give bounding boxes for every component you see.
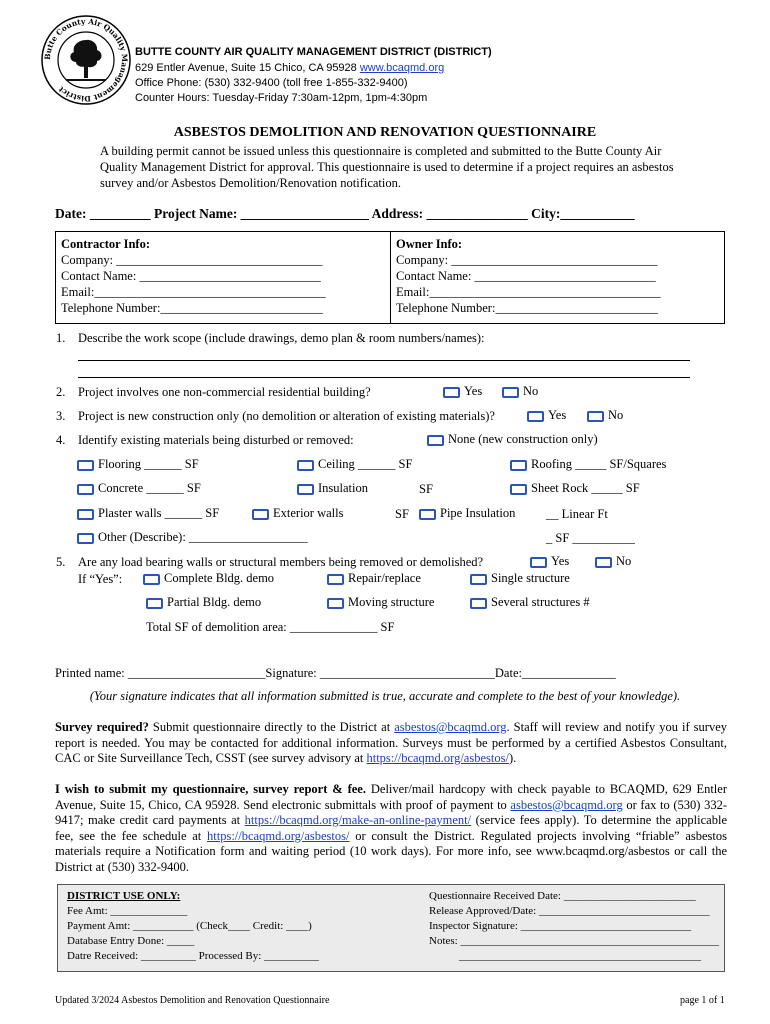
partial-demo-option[interactable]: Partial Bldg. demo	[146, 595, 261, 610]
exterior-walls-option[interactable]: Exterior walls	[252, 506, 343, 521]
questionnaire-received-field[interactable]: Questionnaire Received Date: ________________________	[429, 890, 696, 902]
owner-heading: Owner Info:	[396, 237, 463, 251]
q2-yes-option[interactable]: Yes	[443, 384, 482, 399]
district-use-right	[429, 889, 719, 964]
survey-email-link[interactable]: asbestos@bcaqmd.org	[394, 720, 507, 734]
roofing-option[interactable]: Roofing _____ SF/Squares	[510, 457, 666, 472]
q5-number: 5.	[56, 555, 66, 569]
fee-amt-field[interactable]: Fee Amt: ______________	[67, 905, 188, 917]
contractor-email-field[interactable]: Email:_____________________________________	[61, 285, 326, 299]
q2-number: 2.	[56, 385, 66, 399]
submit-heading: I wish to submit my questionnaire, survey report & fee.	[55, 782, 366, 796]
linear-ft-field[interactable]: __ Linear Ft	[546, 507, 608, 521]
box-divider	[390, 231, 391, 324]
checkbox-icon[interactable]	[77, 460, 94, 471]
q5-if-yes-label: If “Yes”:	[78, 572, 123, 586]
org-name: BUTTE COUNTY AIR QUALITY MANAGEMENT DISTRICT (DISTRICT)	[135, 46, 492, 58]
q5-no-option[interactable]: No	[595, 554, 631, 569]
survey-heading: Survey required?	[55, 720, 149, 734]
notes-field[interactable]: Notes: _______________________________________________	[429, 935, 719, 947]
submit-email-link[interactable]: asbestos@bcaqmd.org	[510, 797, 623, 812]
checkbox-icon[interactable]	[146, 598, 163, 609]
q1-line-2[interactable]	[78, 377, 690, 378]
q4-text: Identify existing materials being disturbed or removed:	[78, 433, 354, 447]
database-entry-field[interactable]: Database Entry Done: _____	[67, 935, 195, 947]
intro-paragraph: A building permit cannot be issued unless this questionnaire is completed and submitted to the Butte County Air Quality Management District for approval. This questionnaire is used to determine if a project requires an asbestos survey and/or Asbestos Demolition/Renovation notification.	[100, 144, 674, 190]
project-info-line[interactable]: Date: _________ Project Name: ___________________ Address: _______________ City:___________	[55, 206, 635, 221]
q4-number: 4.	[56, 433, 66, 447]
pipe-insulation-option[interactable]: Pipe Insulation	[419, 506, 515, 521]
q1-line-1[interactable]	[78, 360, 690, 361]
page-title: ASBESTOS DEMOLITION AND RENOVATION QUESTIONNAIRE	[173, 125, 597, 140]
checkbox-icon[interactable]	[143, 574, 160, 585]
moving-structure-option[interactable]: Moving structure	[327, 595, 434, 610]
org-phone: Office Phone: (530) 332-9400 (toll free 1-855-332-9400)	[135, 77, 408, 89]
checkbox-icon[interactable]	[419, 509, 436, 520]
payment-amt-field[interactable]: Payment Amt: ___________ (Check____ Credit: ____)	[67, 920, 312, 932]
q5-text: Are any load bearing walls or structural members being removed or demolished?	[78, 555, 484, 569]
contractor-heading: Contractor Info:	[61, 237, 150, 251]
owner-email-field[interactable]: Email:_____________________________________	[396, 285, 661, 299]
insulation-sf: SF	[419, 482, 433, 496]
q4-none-option[interactable]: None (new construction only)	[427, 432, 598, 447]
checkbox-icon[interactable]	[252, 509, 269, 520]
fee-schedule-link[interactable]: https://bcaqmd.org/asbestos/	[207, 828, 350, 843]
district-use-heading: DISTRICT USE ONLY:	[67, 890, 181, 902]
checkbox-icon[interactable]	[470, 574, 487, 585]
checkbox-icon[interactable]	[327, 598, 344, 609]
signature-note: (Your signature indicates that all information submitted is true, accurate and complete to the best of your knowledge).	[89, 689, 681, 703]
ceiling-option[interactable]: Ceiling ______ SF	[297, 457, 412, 472]
submit-paragraph: I wish to submit my questionnaire, survey report & fee. Deliver/mail hardcopy with check payable to BCAQMD, 629 Entler Avenue, Suite 15, Chico, CA 95928. Send electronic submittals with proof of payment to asbestos@bcaqmd.org or fax to (530) 332-9417; make credit card payments at https://bcaqmd.org/make-an-online-payment/ (service fees apply). To determine the applicable fee, see the fee schedule at https://bcaqmd.org/asbestos/ or consult the District. Regulated projects involving “friable” asbestos materials require a Notification form and waiting period (10 work days). For more info, see www.bcaqmd.org/asbestos or call the District at (530) 332-9400.	[55, 782, 727, 874]
checkbox-icon[interactable]	[530, 557, 547, 568]
org-hours: Counter Hours: Tuesday-Friday 7:30am-12pm, 1pm-4:30pm	[135, 92, 428, 104]
q3-yes-option[interactable]: Yes	[527, 408, 566, 423]
other-option[interactable]: Other (Describe): ___________________	[77, 530, 308, 545]
q1-text: Describe the work scope (include drawings, demo plan & room numbers/names):	[78, 331, 485, 345]
contractor-info	[61, 236, 326, 316]
q3-number: 3.	[56, 409, 66, 423]
district-use-left	[67, 889, 319, 964]
checkbox-icon[interactable]	[427, 435, 444, 446]
checkbox-icon[interactable]	[470, 598, 487, 609]
org-address: 629 Entler Avenue, Suite 15 Chico, CA 95928 www.bcaqmd.org	[135, 62, 445, 74]
checkbox-icon[interactable]	[297, 460, 314, 471]
inspector-signature-field[interactable]: Inspector Signature: _______________________________	[429, 920, 692, 932]
checkbox-icon[interactable]	[77, 509, 94, 520]
insulation-option[interactable]: Insulation	[297, 481, 368, 496]
signature-line[interactable]: Printed name: ______________________Signature: ____________________________Date:_______________	[55, 666, 616, 680]
checkbox-icon[interactable]	[297, 484, 314, 495]
total-sf-field[interactable]: Total SF of demolition area: ______________ SF	[146, 620, 395, 634]
q2-no-option[interactable]: No	[502, 384, 538, 399]
checkbox-icon[interactable]	[77, 484, 94, 495]
checkbox-icon[interactable]	[510, 460, 527, 471]
q1-number: 1.	[56, 331, 66, 345]
checkbox-icon[interactable]	[327, 574, 344, 585]
footer-left: Updated 3/2024 Asbestos Demolition and Renovation Questionnaire	[55, 995, 330, 1006]
exterior-sf: SF	[395, 507, 409, 521]
survey-advisory-link[interactable]: https://bcaqmd.org/asbestos/	[366, 751, 509, 765]
q2-text: Project involves one non-commercial residential building?	[78, 385, 371, 399]
release-approved-field[interactable]: Release Approved/Date: _______________________________	[429, 905, 710, 917]
q3-no-option[interactable]: No	[587, 408, 623, 423]
survey-paragraph: Survey required? Submit questionnaire directly to the District at asbestos@bcaqmd.org. Staff will review and notify you if survey report is needed. You may be contacted for additional information. Surveys must be performed by a certified Asbestos Consultant, CAC or Site Surveillance Tech, CSST (see survey advisory at https://bcaqmd.org/asbestos/).	[55, 720, 727, 765]
checkbox-icon[interactable]	[510, 484, 527, 495]
flooring-option[interactable]: Flooring ______ SF	[77, 457, 199, 472]
checkbox-icon[interactable]	[77, 533, 94, 544]
q5-yes-option[interactable]: Yes	[530, 554, 569, 569]
checkbox-icon[interactable]	[443, 387, 460, 398]
contractor-contact-field[interactable]: Contact Name: _____________________________	[61, 269, 321, 283]
date-received-field[interactable]: Datre Received: __________ Processed By: __________	[67, 950, 320, 962]
repair-replace-option[interactable]: Repair/replace	[327, 571, 421, 586]
svg-text:Butte County Air Quality Manag: Butte County Air Quality Management District	[42, 16, 130, 104]
other-sf-field[interactable]: _ SF __________	[546, 531, 635, 545]
contractor-phone-field[interactable]: Telephone Number:__________________________	[61, 301, 323, 315]
single-structure-option[interactable]: Single structure	[470, 571, 570, 586]
contractor-company-field[interactable]: Company: _________________________________	[61, 253, 323, 267]
complete-demo-option[interactable]: Complete Bldg. demo	[143, 571, 274, 586]
sheetrock-option[interactable]: Sheet Rock _____ SF	[510, 481, 640, 496]
owner-info	[396, 236, 661, 316]
owner-phone-field[interactable]: Telephone Number:__________________________	[396, 301, 658, 315]
district-seal-logo	[40, 14, 132, 106]
several-structures-option[interactable]: Several structures #	[470, 595, 590, 610]
owner-company-field[interactable]: Company: _________________________________	[396, 253, 658, 267]
checkbox-icon[interactable]	[502, 387, 519, 398]
checkbox-icon[interactable]	[587, 411, 604, 422]
checkbox-icon[interactable]	[527, 411, 544, 422]
plaster-option[interactable]: Plaster walls ______ SF	[77, 506, 219, 521]
payment-link[interactable]: https://bcaqmd.org/make-an-online-payment/	[244, 813, 472, 827]
concrete-option[interactable]: Concrete ______ SF	[77, 481, 201, 496]
owner-contact-field[interactable]: Contact Name: _____________________________	[396, 269, 656, 283]
checkbox-icon[interactable]	[595, 557, 612, 568]
q3-text: Project is new construction only (no demolition or alteration of existing materials)?	[78, 409, 495, 423]
notes-field-line-2[interactable]: ____________________________________________	[459, 950, 701, 962]
website-link[interactable]: www.bcaqmd.org	[359, 62, 445, 74]
page-number: page 1 of 1	[680, 995, 725, 1006]
